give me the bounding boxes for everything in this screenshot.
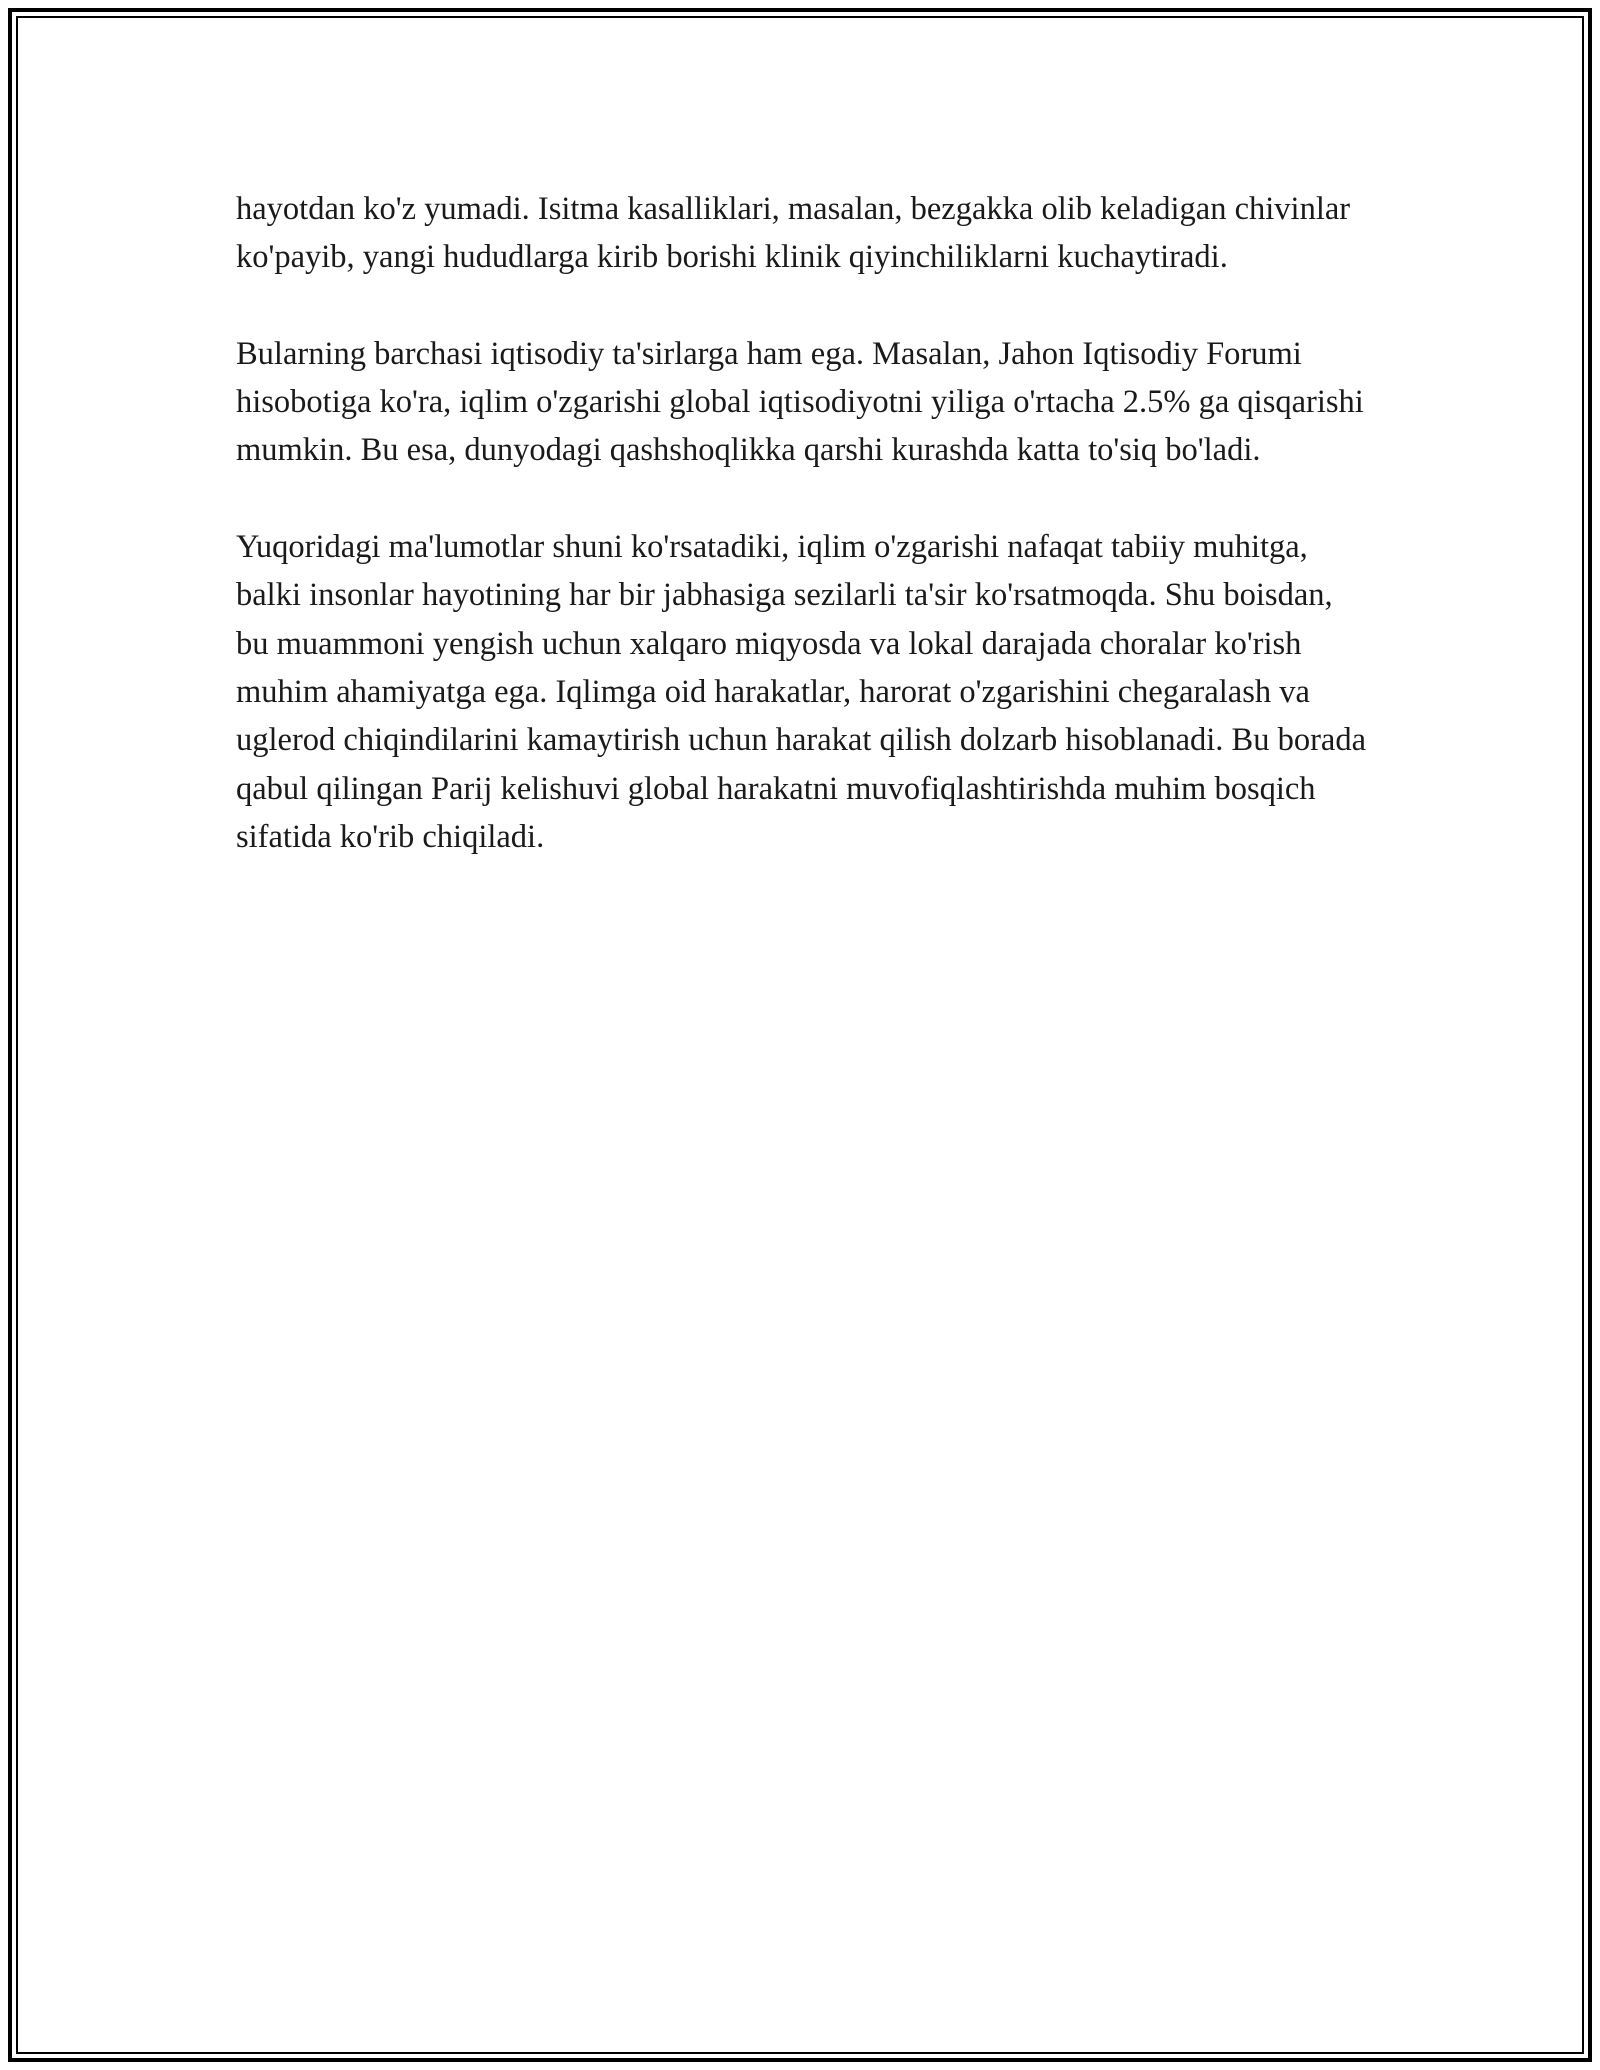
paragraph-3: Yuqoridagi ma'lumotlar shuni ko'rsatadiki, iqlim o'zgarishi nafaqat tabiiy muhitga, balki insonlar hayotining har bir jabhasiga sezilarli ta'sir ko'rsatmoqda. Shu boisdan, bu muammoni yengish uchun xalqaro miqyosda va lokal darajada choralar ko'rish muhim ahamiyatga ega. Iqlimga oid harakatlar, harorat o'zgarishini chegaralash va uglerod chiqindilarini kamaytirish uchun harakat qilish dolzarb hisoblanadi. Bu borada qabul qilingan Parij kelishuvi global harakatni muvofiqlashtirishda muhim bosqich sifatida ko'rib chiqiladi. xyxy=(236,529,1366,855)
document-body xyxy=(236,185,1366,909)
paragraph-1: hayotdan ko'z yumadi. Isitma kasalliklari, masalan, bezgakka olib keladigan chivinlar ko'payib, yangi hududlarga kirib borishi klinik qiyinchiliklarni kuchaytiradi. xyxy=(236,191,1351,276)
paragraph-2: Bularning barchasi iqtisodiy ta'sirlarga ham ega. Masalan, Jahon Iqtisodiy Forumi hisobotiga ko'ra, iqlim o'zgarishi global iqtisodiyotni yiliga o'rtacha 2.5% ga qisqarishi mumkin. Bu esa, dunyodagi qashshoqlikka qarshi kurashda katta to'siq bo'ladi. xyxy=(236,335,1364,469)
